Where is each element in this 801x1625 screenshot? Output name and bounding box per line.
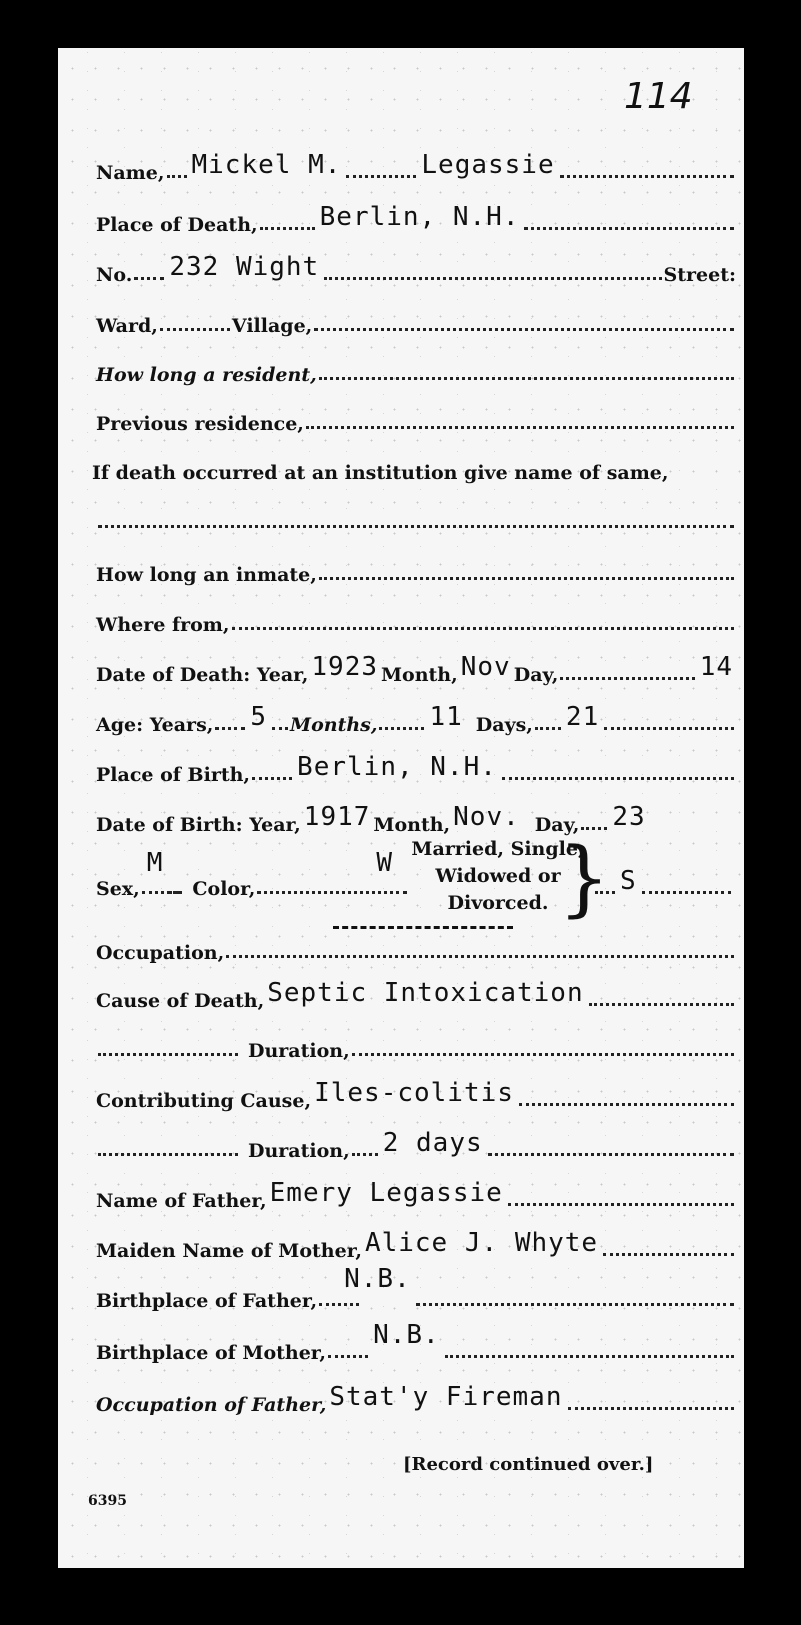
duration-2-label: Duration,	[248, 1140, 350, 1162]
previous-residence-label: Previous residence,	[96, 413, 304, 435]
name-first-value: Mickel M.	[191, 150, 342, 180]
color-value: W	[376, 848, 393, 878]
row-how-long-inmate	[96, 552, 736, 586]
row-mother-maiden	[96, 1228, 736, 1262]
dash-line	[333, 926, 513, 929]
father-occupation-value: Stat'y Fireman	[329, 1382, 563, 1412]
death-month-value: Nov	[460, 652, 511, 682]
age-months-label: Months,	[290, 714, 378, 736]
row-institution-blank	[96, 500, 736, 534]
row-how-long-resident	[96, 352, 736, 386]
place-of-birth-label: Place of Birth,	[96, 764, 251, 786]
row-sex-color	[96, 848, 396, 900]
father-birthplace-value: N.B.	[344, 1264, 411, 1294]
father-occupation-label: Occupation of Father,	[96, 1394, 327, 1416]
row-age	[96, 702, 736, 736]
sex-label: Sex,	[96, 878, 140, 900]
row-father-name	[96, 1178, 736, 1212]
how-long-resident-label: How long a resident,	[96, 364, 317, 386]
ward-label: Ward,	[96, 315, 158, 337]
street-suffix-label: Street:	[663, 264, 736, 286]
marital-value: S	[620, 866, 637, 896]
cause-of-death-label: Cause of Death,	[96, 990, 265, 1012]
sex-value: M	[146, 848, 164, 878]
cause-of-death-value: Septic Intoxication	[267, 978, 584, 1008]
birth-month-value: Nov.	[453, 802, 520, 832]
father-name-value: Emery Legassie	[269, 1178, 503, 1208]
mother-birthplace-value: N.B.	[373, 1320, 440, 1350]
marital-line-3: Divorced.	[447, 892, 549, 914]
color-label: Color,	[192, 878, 256, 900]
marital-line-2: Widowed or	[435, 865, 561, 887]
age-months-value: 11	[429, 702, 463, 732]
age-days-label: Days,	[475, 714, 533, 736]
row-cause-of-death	[96, 978, 736, 1012]
row-date-of-birth	[96, 802, 736, 836]
brace-glyph: }	[558, 831, 611, 926]
row-mother-birthplace	[96, 1320, 736, 1364]
row-place-of-death	[96, 202, 736, 236]
row-ward	[96, 303, 736, 337]
institution-label: If death occurred at an institution give name of same,	[92, 462, 669, 484]
birth-month-label: Month,	[373, 814, 451, 836]
street-no-label: No.	[96, 264, 133, 286]
how-long-inmate-label: How long an inmate,	[96, 564, 317, 586]
death-record-card	[58, 48, 744, 1568]
mother-maiden-label: Maiden Name of Mother,	[96, 1240, 362, 1262]
date-of-death-label: Date of Death: Year,	[96, 664, 309, 686]
row-previous-residence	[96, 401, 736, 435]
age-years-value: 5	[250, 702, 268, 732]
street-no-value: 232 Wight	[169, 252, 320, 282]
mother-maiden-value: Alice J. Whyte	[364, 1228, 599, 1258]
death-day-label: Day,	[513, 664, 559, 686]
duration-2-value: 2 days	[382, 1128, 483, 1158]
death-year-value: 1923	[311, 652, 379, 682]
row-institution	[92, 450, 732, 484]
form-number: 6395	[88, 1493, 127, 1509]
row-duration-2	[96, 1128, 736, 1162]
row-place-of-birth	[96, 752, 736, 786]
contributing-cause-label: Contributing Cause,	[96, 1090, 312, 1112]
row-occupation	[96, 930, 736, 964]
father-birthplace-label: Birthplace of Father,	[96, 1290, 318, 1312]
occupation-label: Occupation,	[96, 942, 225, 964]
date-of-birth-label: Date of Birth: Year,	[96, 814, 301, 836]
row-street	[96, 252, 736, 286]
marital-line-1: Married, Single,	[411, 838, 585, 860]
row-contributing-cause	[96, 1078, 736, 1112]
row-father-birthplace	[96, 1264, 736, 1312]
row-father-occupation	[96, 1382, 736, 1416]
birth-year-value: 1917	[303, 802, 371, 832]
place-of-birth-value: Berlin, N.H.	[297, 752, 497, 782]
father-name-label: Name of Father,	[96, 1190, 267, 1212]
death-day-value: 14	[699, 652, 733, 682]
duration-1-label: Duration,	[248, 1040, 350, 1062]
name-label: Name,	[96, 162, 165, 184]
row-date-of-death	[96, 652, 736, 686]
row-where-from	[96, 602, 736, 636]
mother-birthplace-label: Birthplace of Mother,	[96, 1342, 327, 1364]
page-number: 114	[624, 76, 693, 117]
record-continued-note: [Record continued over.]	[403, 1454, 654, 1475]
name-last-value: Legassie	[421, 150, 555, 180]
row-marital-value	[593, 866, 733, 900]
where-from-label: Where from,	[96, 614, 230, 636]
row-duration-1	[96, 1028, 736, 1062]
death-month-label: Month,	[381, 664, 458, 686]
age-label: Age: Years,	[96, 714, 214, 736]
row-name	[96, 150, 736, 184]
contributing-cause-value: Iles-colitis	[314, 1078, 514, 1108]
birth-day-label: Day,	[534, 814, 580, 836]
village-label: Village,	[231, 315, 313, 337]
place-of-death-value: Berlin, N.H.	[319, 202, 520, 232]
birth-day-value: 23	[612, 802, 646, 832]
age-days-value: 21	[565, 702, 600, 732]
place-of-death-label: Place of Death,	[96, 214, 258, 236]
